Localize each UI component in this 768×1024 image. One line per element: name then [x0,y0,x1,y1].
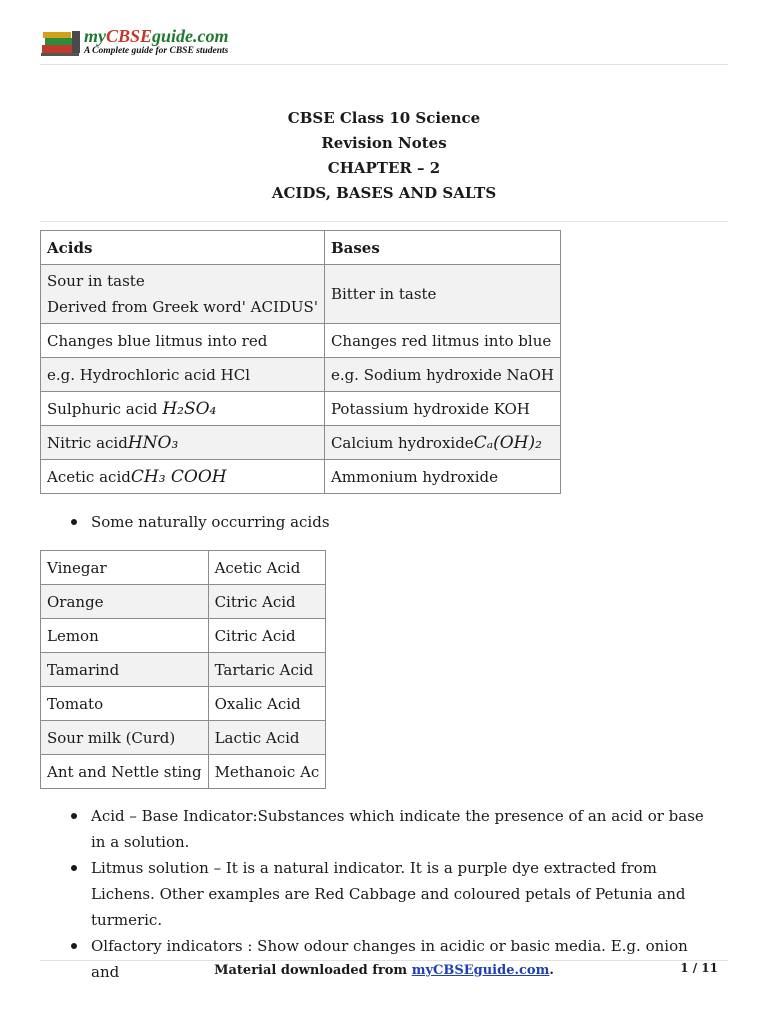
table-cell: Lactic Acid [208,721,326,755]
bullet-icon [71,813,77,819]
table-cell: Changes red litmus into blue [324,324,560,358]
table-row [41,460,561,494]
table-cell: Vinegar [41,551,209,585]
table-cell: Nitric acidHNO₃ [41,426,325,460]
header-divider [40,64,728,65]
table-row [41,755,326,789]
table-row [41,619,326,653]
table-row [41,358,561,392]
table-cell: Acetic Acid [208,551,326,585]
table-row [41,265,561,324]
chemical-formula: HNO₃ [127,432,179,453]
table-row [41,324,561,358]
table-cell: Tomato [41,687,209,721]
table-row [41,392,561,426]
footer-divider [40,960,728,961]
chapter-label: CHAPTER – 2 [327,159,441,177]
table-cell: Changes blue litmus into red [41,324,325,358]
brand-tagline: A Complete guide for CBSE students [84,46,229,56]
bullet-icon [71,519,77,525]
bullet-list [68,509,718,535]
chemical-formula: H₂SO₄ [162,398,217,419]
table-cell: Acetic acidCH₃ COOH [41,460,325,494]
brand-name: myCBSEguide.com [84,26,229,46]
table-cell: Methanoic Ac [208,755,326,789]
table-cell: Citric Acid [208,585,326,619]
table-cell: Ant and Nettle sting [41,755,209,789]
table-row [41,585,326,619]
table-row [41,551,326,585]
footer-link[interactable]: myCBSEguide.com [411,963,550,978]
natural-acids-table [40,550,326,789]
table-row [41,653,326,687]
table-cell: Orange [41,585,209,619]
title-line: CBSE Class 10 Science [287,109,481,127]
table-cell: e.g. Sodium hydroxide NaOH [324,358,560,392]
list-item: Acid – Base Indicator:Substances which indicate the presence of an acid or base in a solution. [68,803,718,855]
table-cell: Calcium hydroxideCₐ(OH)₂ [324,426,560,460]
table-cell: Oxalic Acid [208,687,326,721]
table-row [41,721,326,755]
table-cell: e.g. Hydrochloric acid HCl [41,358,325,392]
list-item: Some naturally occurring acids [68,509,718,535]
table-row [41,687,326,721]
footer: Material downloaded from myCBSEguide.com. [214,963,554,978]
table-cell: Ammonium hydroxide [324,460,560,494]
table-cell: Sour milk (Curd) [41,721,209,755]
table-header: Bases [324,231,560,265]
bullet-icon [71,865,77,871]
document-title [0,106,768,206]
table-cell: Potassium hydroxide KOH [324,392,560,426]
site-logo[interactable] [40,27,260,61]
table-cell: Bitter in taste [324,265,560,324]
list-item: Olfactory indicators : Show odour changes in acidic or basic media. E.g. onion and [68,933,718,985]
page-number: 1 / 11 [680,961,718,975]
chapter-title: ACIDS, BASES AND SALTS [271,184,497,202]
title-divider [40,221,728,222]
bullet-icon [71,943,77,949]
chemical-formula: CH₃ COOH [130,466,227,487]
table-cell: Lemon [41,619,209,653]
books-logo-icon [40,29,82,57]
table-cell: Sour in taste Derived from Greek word' ACIDUS' [41,265,325,324]
acids-bases-table [40,230,561,494]
chemical-formula: Cₐ(OH)₂ [473,432,542,453]
table-cell: Tamarind [41,653,209,687]
table-cell: Sulphuric acid H₂SO₄ [41,392,325,426]
table-cell: Tartaric Acid [208,653,326,687]
title-line: Revision Notes [321,134,447,152]
table-header: Acids [41,231,325,265]
bullet-list [68,803,718,985]
table-row [41,426,561,460]
table-cell: Citric Acid [208,619,326,653]
list-item: Litmus solution – It is a natural indicator. It is a purple dye extracted from Lichens. Other examples are Red Cabbage and coloured petals of Petunia and turmeric. [68,855,718,933]
